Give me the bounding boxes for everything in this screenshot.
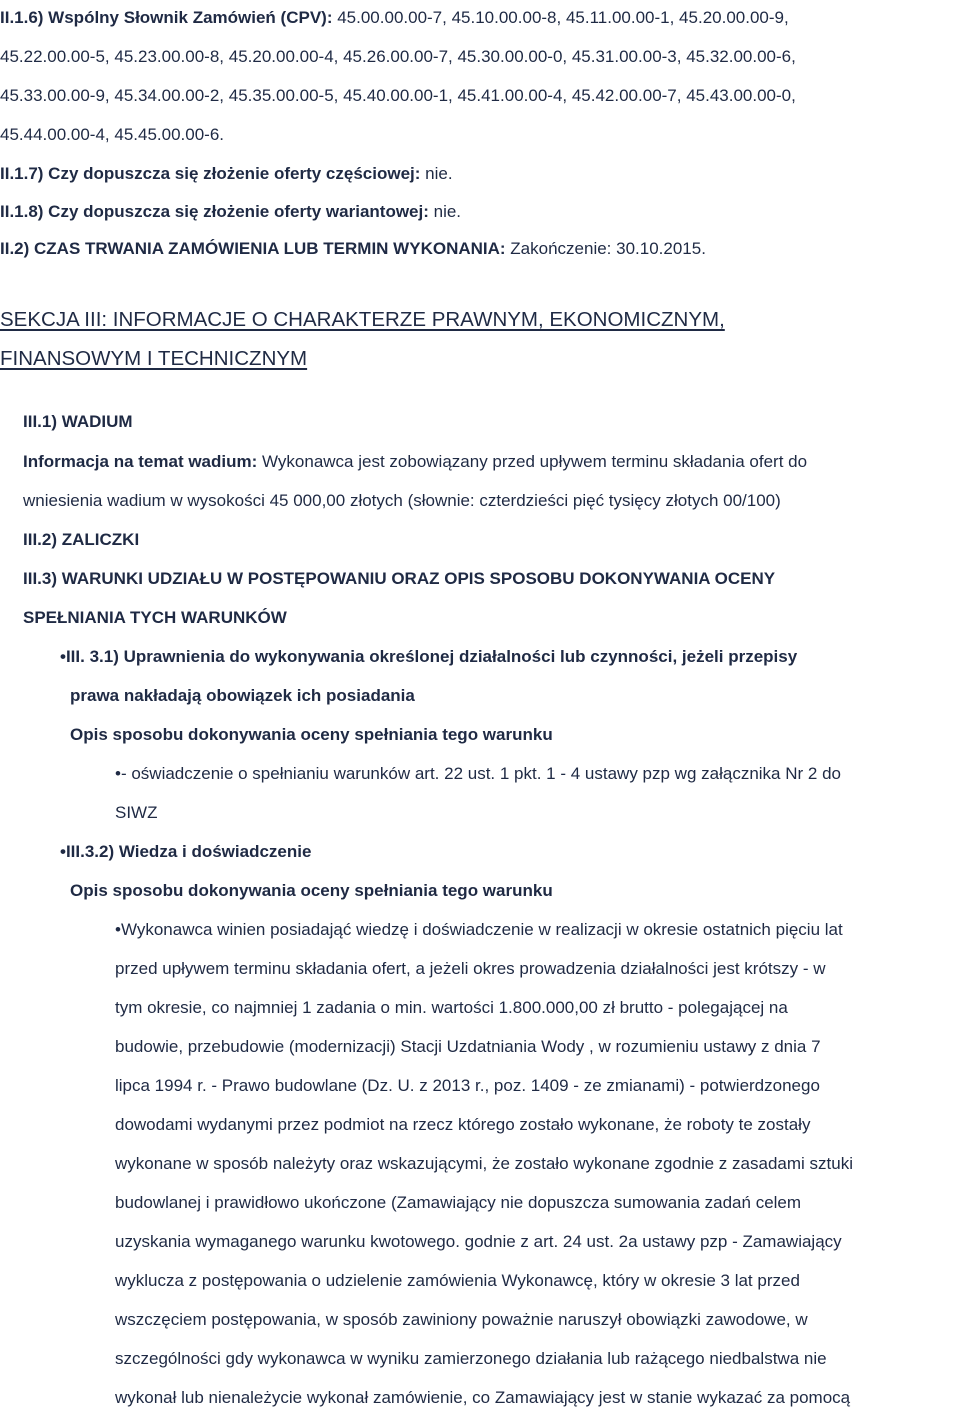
wadium-info-label: Informacja na temat wadium: xyxy=(23,452,258,471)
permissions-assessment-label: Opis sposobu dokonywania oceny spełniania tego warunku xyxy=(70,725,553,744)
partial-offer-line xyxy=(0,163,453,185)
cpv-codes-3: 45.33.00.00-9, 45.34.00.00-2, 45.35.00.00-5, 45.40.00.00-1, 45.41.00.00-4, 45.42.00.00-7, 45.43.00.00-0, xyxy=(0,86,796,105)
permissions-heading-2: prawa nakładają obowiązek ich posiadania xyxy=(70,686,415,705)
experience-title: III.3.2) Wiedza i doświadczenie xyxy=(65,842,312,861)
permissions-item-text-1: - oświadczenie o spełnianiu warunków art. 22 ust. 1 pkt. 1 - 4 ustawy pzp wg załącznika Nr 2 do xyxy=(120,764,841,783)
experience-item xyxy=(115,919,843,941)
experience-text-6: dowodami wydanymi przez podmiot na rzecz którego zostało wykonane, że roboty te zostały xyxy=(115,1115,811,1134)
bullet-icon: • xyxy=(115,764,121,783)
bullet-icon: • xyxy=(60,647,66,666)
partial-offer-label: II.1.7) Czy dopuszcza się złożenie oferty częściowej: xyxy=(0,164,421,183)
duration-label: II.2) CZAS TRWANIA ZAMÓWIENIA LUB TERMIN WYKONANIA: xyxy=(0,239,506,258)
experience-text-7: wykonane w sposób należyty oraz wskazującymi, że zostało wykonane zgodnie z zasadami sztuki xyxy=(115,1154,853,1173)
bullet-icon: • xyxy=(115,920,121,939)
variant-offer-line xyxy=(0,201,461,223)
wadium-info-text-2: wniesienia wadium w wysokości 45 000,00 złotych (słownie: czterdzieści pięć tysięcy złotych 00/100) xyxy=(23,491,781,510)
cpv-line-1 xyxy=(0,7,789,29)
duration-value: Zakończenie: 30.10.2015. xyxy=(510,239,706,258)
experience-text-11: wszczęciem postępowania, w sposób zawiniony poważnie naruszył obowiązki zawodowe, w xyxy=(115,1310,808,1329)
permissions-item xyxy=(115,763,841,785)
cpv-label: II.1.6) Wspólny Słownik Zamówień (CPV): xyxy=(0,8,333,27)
section-iii-title-1: SEKCJA III: INFORMACJE O CHARAKTERZE PRAWNYM, EKONOMICZNYM, xyxy=(0,308,725,331)
partial-offer-value: nie. xyxy=(425,164,453,183)
bullet-icon: • xyxy=(60,842,66,861)
wadium-heading: III.1) WADIUM xyxy=(23,412,133,431)
zaliczki-heading: III.2) ZALICZKI xyxy=(23,530,140,549)
permissions-item-text-2: SIWZ xyxy=(115,803,158,822)
experience-text-5: lipca 1994 r. - Prawo budowlane (Dz. U. z 2013 r., poz. 1409 - ze zmianami) - potwierdzonego xyxy=(115,1076,820,1095)
experience-text-8: budowlanej i prawidłowo ukończone (Zamawiający nie dopuszcza sumowania zadań celem xyxy=(115,1193,802,1212)
experience-text-13: wykonał lub nienależycie wykonał zamówienie, co Zamawiający jest w stanie wykazać za pomocą xyxy=(115,1388,851,1407)
variant-offer-value: nie. xyxy=(433,202,462,221)
experience-text-2: przed upływem terminu składania ofert, a jeżeli okres prowadzenia działalności jest krótszy - w xyxy=(115,959,826,978)
wadium-info-line-1 xyxy=(23,451,807,473)
cpv-codes-2: 45.22.00.00-5, 45.23.00.00-8, 45.20.00.00-4, 45.26.00.00-7, 45.30.00.00-0, 45.31.00.00-3, 45.32.00.00-6, xyxy=(0,47,796,66)
experience-text-12: szczególności gdy wykonawca w wyniku zamierzonego działania lub rażącego niedbalstwa nie xyxy=(115,1349,827,1368)
permissions-heading-1 xyxy=(60,646,797,668)
conditions-heading-1: III.3) WARUNKI UDZIAŁU W POSTĘPOWANIU ORAZ OPIS SPOSOBU DOKONYWANIA OCENY xyxy=(23,569,776,588)
experience-assessment-label: Opis sposobu dokonywania oceny spełniania tego warunku xyxy=(70,881,553,900)
wadium-info-text-1: Wykonawca jest zobowiązany przed upływem terminu składania ofert do xyxy=(262,452,808,471)
experience-heading xyxy=(60,841,311,863)
experience-text-4: budowie, przebudowie (modernizacji) Stacji Uzdatniania Wody , w rozumieniu ustawy z dnia 7 xyxy=(115,1037,821,1056)
experience-text-3: tym okresie, co najmniej 1 zadania o min. wartości 1.800.000,00 zł brutto - polegającej na xyxy=(115,998,788,1017)
cpv-codes-1: 45.00.00.00-7, 45.10.00.00-8, 45.11.00.00-1, 45.20.00.00-9, xyxy=(337,8,789,27)
permissions-title: III. 3.1) Uprawnienia do wykonywania określonej działalności lub czynności, jeżeli przepisy xyxy=(65,647,798,666)
variant-offer-label: II.1.8) Czy dopuszcza się złożenie oferty wariantowej: xyxy=(0,202,429,221)
section-iii-title-2: FINANSOWYM I TECHNICZNYM xyxy=(0,347,308,370)
experience-text-9: uzyskania wymaganego warunku kwotowego. godnie z art. 24 ust. 2a ustawy pzp - Zamawiający xyxy=(115,1232,842,1251)
experience-text-1: Wykonawca winien posiadająć wiedzę i doświadczenie w realizacji w okresie ostatnich pięciu lat xyxy=(120,920,843,939)
conditions-heading-2: SPEŁNIANIA TYCH WARUNKÓW xyxy=(23,608,287,627)
experience-text-10: wyklucza z postępowania o udzielenie zamówienia Wykonawcę, który w okresie 3 lat przed xyxy=(115,1271,800,1290)
duration-line xyxy=(0,238,706,260)
cpv-codes-4: 45.44.00.00-4, 45.45.00.00-6. xyxy=(0,125,225,144)
